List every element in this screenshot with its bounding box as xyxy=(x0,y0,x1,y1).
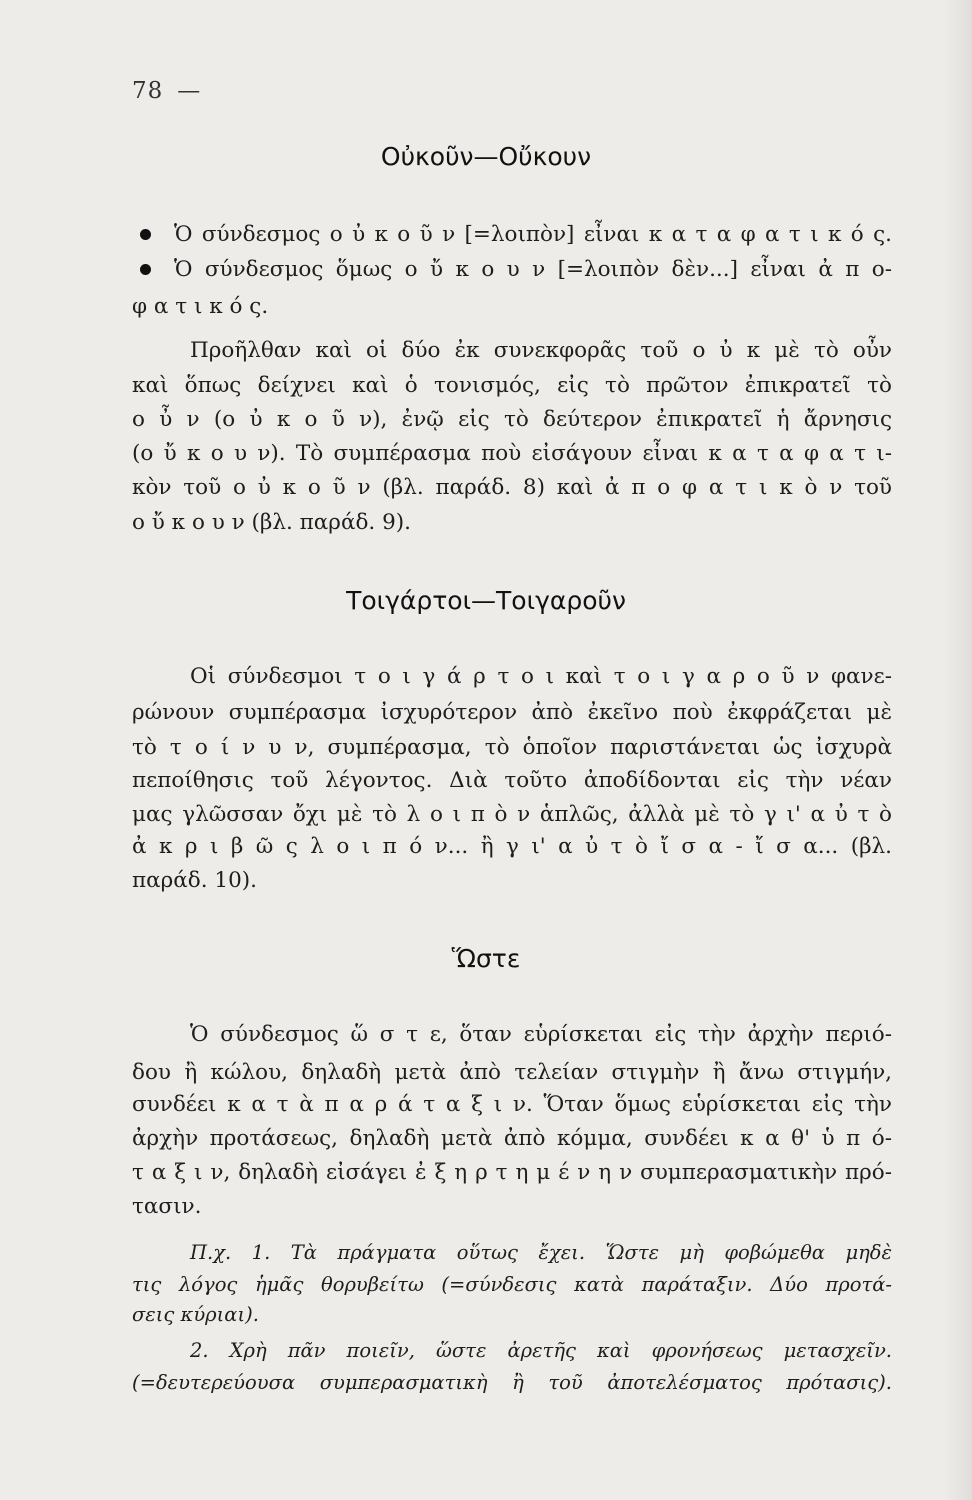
page-header xyxy=(132,78,201,104)
section-title-toigartoi: Τοιγάρτοι—Τοιγαροῦν xyxy=(346,586,626,615)
text-line: παράδ. 10). xyxy=(132,868,258,893)
text-line: κὸν τοῦ ο ὐ κ ο ῦ ν (βλ. παράδ. 8) καὶ ἀ π ο φ α τ ι κ ὸ ν τοῦ xyxy=(132,475,892,500)
text-line: πεποίθησις τοῦ λέγοντος. Διὰ τοῦτο ἀποδίδονται εἰς τὴν νέαν xyxy=(132,768,892,793)
page-number: 78 xyxy=(132,78,164,104)
example-line: τις λόγος ἡμᾶς θορυβείτω (=σύνδεσις κατὰ παράταξιν. Δύο προτά- xyxy=(132,1273,892,1296)
text-line: Προῆλθαν καὶ οἱ δύο ἐκ συνεκφορᾶς τοῦ ο ὐ κ μὲ τὸ οὖν xyxy=(190,338,892,363)
text-line: συνδέει κ α τ ὰ π α ρ ά τ α ξ ι ν. Ὅταν ὅμως εὑρίσκεται εἰς τὴν xyxy=(132,1092,892,1117)
bullet-text: Ὁ σύνδεσμος ο ὐ κ ο ῦ ν [=λοιπὸν] εἶναι κ α τ α φ α τ ι κ ό ς. xyxy=(174,222,892,247)
text-line: δου ἢ κώλου, δηλαδὴ μετὰ ἀπὸ τελείαν στιγμὴν ἢ ἄνω στιγμήν, xyxy=(132,1060,892,1085)
example-line: Π.χ. 1. Τὰ πράγματα οὕτως ἔχει. Ὥστε μὴ φοβώμεθα μηδὲ xyxy=(190,1241,892,1264)
section-title-hoste: Ὥστε xyxy=(451,944,521,973)
text-line: ρώνουν συμπέρασμα ἰσχυρότερον ἀπὸ ἐκεῖνο ποὺ ἐκφράζεται μὲ xyxy=(132,700,892,725)
text-line: καὶ ὅπως δείχνει καὶ ὁ τονισμός, εἰς τὸ πρῶτον ἐπικρατεῖ τὸ xyxy=(132,373,892,398)
page-edge-shadow xyxy=(944,0,972,1500)
text-line: ο ὖ ν (ο ὐ κ ο ῦ ν), ἐνῷ εἰς τὸ δεύτερον ἐπικρατεῖ ἡ ἄρνησις xyxy=(132,407,892,432)
text-line: ἀ κ ρ ι β ῶ ς λ ο ι π ό ν... ἢ γ ι' α ὐ τ ὸ ἴ σ α - ἴ σ α... (βλ. xyxy=(132,834,892,859)
text-line: ο ὔ κ ο υ ν (βλ. παράδ. 9). xyxy=(132,510,411,535)
example-line: 2. Χρὴ πᾶν ποιεῖν, ὥστε ἀρετῆς καὶ φρονήσεως μετασχεῖν. xyxy=(190,1339,892,1362)
text-line: τὸ τ ο ί ν υ ν, συμπέρασμα, τὸ ὁποῖον παριστάνεται ὡς ἰσχυρὰ xyxy=(132,735,892,760)
text-line: ἀρχὴν προτάσεως, δηλαδὴ μετὰ ἀπὸ κόμμα, συνδέει κ α θ' ὑ π ό- xyxy=(132,1126,892,1151)
bullet-icon xyxy=(140,264,151,275)
text-line: φ α τ ι κ ό ς. xyxy=(132,294,269,319)
section-title-oukoun: Οὐκοῦν—Οὔκουν xyxy=(380,142,592,171)
text-line: Οἱ σύνδεσμοι τ ο ι γ ά ρ τ ο ι καὶ τ ο ι γ α ρ ο ῦ ν φανε- xyxy=(190,664,892,689)
example-line: σεις κύριαι). xyxy=(132,1303,259,1326)
header-dash: — xyxy=(177,78,202,104)
example-line: (=δευτερεύουσα συμπερασματικὴ ἢ τοῦ ἀποτελέσματος πρότασις). xyxy=(132,1371,892,1394)
text-line: (ο ὔ κ ο υ ν). Τὸ συμπέρασμα ποὺ εἰσάγουν εἶναι κ α τ α φ α τ ι- xyxy=(132,441,892,466)
text-line: τ α ξ ι ν, δηλαδὴ εἰσάγει ἐ ξ η ρ τ η μ έ ν η ν συμπερασματικὴν πρό- xyxy=(132,1160,892,1185)
text-line: Ὁ σύνδεσμος ὥ σ τ ε, ὅταν εὑρίσκεται εἰς τὴν ἀρχὴν περιό- xyxy=(190,1022,892,1047)
bullet-icon xyxy=(140,229,151,240)
text-line: τασιν. xyxy=(132,1194,202,1219)
bullet-text: Ὁ σύνδεσμος ὅμως ο ὔ κ ο υ ν [=λοιπὸν δὲν...] εἶναι ἀ π ο- xyxy=(174,257,892,282)
text-line: μας γλῶσσαν ὄχι μὲ τὸ λ ο ι π ὸ ν ἁπλῶς, ἀλλὰ μὲ τὸ γ ι' α ὐ τ ὸ xyxy=(132,802,892,827)
